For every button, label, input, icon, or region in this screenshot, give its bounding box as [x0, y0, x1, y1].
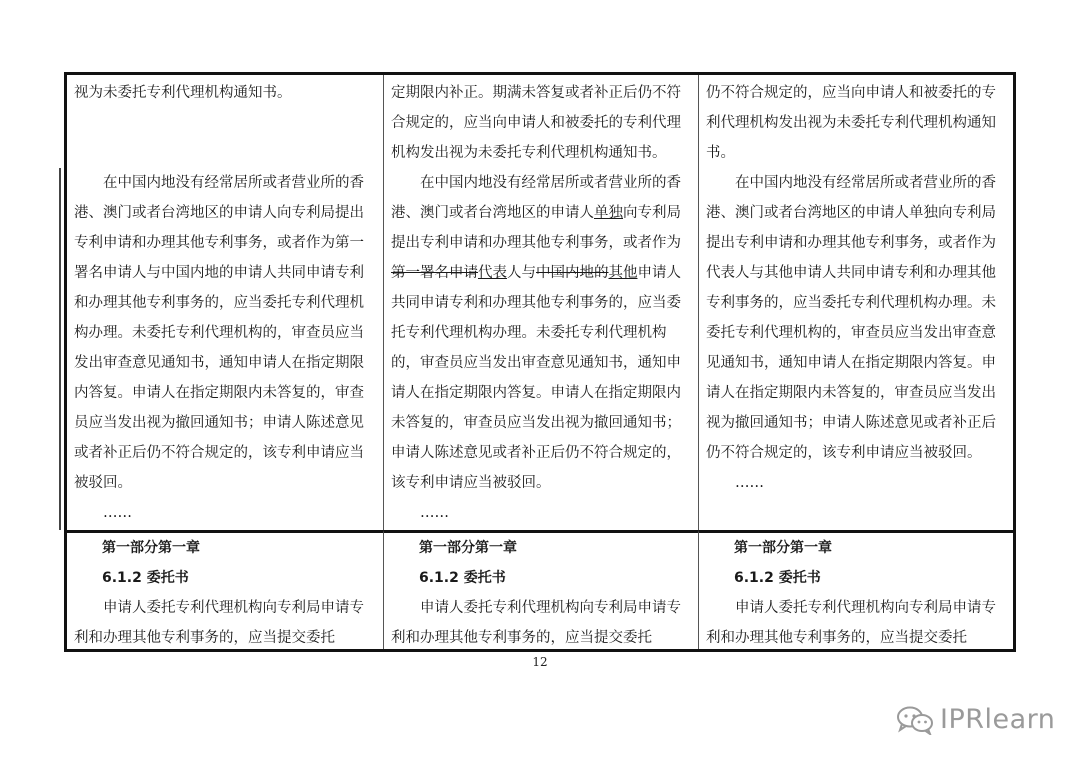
comparison-table [64, 72, 1016, 652]
seg-normal-1: 在中国内地没有经常居所或者营业所的香港、澳门或者台湾地区的申请人 [391, 175, 681, 221]
original-section-heading: 6.1.2 委托书 [102, 570, 189, 586]
seg-inserted-2: 代表 [478, 265, 507, 281]
revised-main-text: 在中国内地没有经常居所或者营业所的香港、澳门或者台湾地区的申请人单独向专利局提出专利申请和办理其他专利事务，或者作为代表人与其他申请人共同申请专利和办理其他专利事务的，应当委托专利代理机构办理。未委托专利代理机构的，审查员应当发出审查意见通知书，通知申请人在指定期限内答复。申请人在指定期限内未答复的，审查员应当发出视为撤回通知书；申请人陈述意见或者补正后仍不符合规定的，该专利申请应当被驳回。 [706, 175, 996, 461]
markup-section-heading: 6.1.2 委托书 [419, 570, 506, 586]
cell-original-lower [67, 530, 383, 649]
revised-bottom-text: 申请人委托专利代理机构向专利局申请专利和办理其他专利事务的，应当提交委托 [706, 600, 996, 646]
markup-bottom-text: 申请人委托专利代理机构向专利局申请专利和办理其他专利事务的，应当提交委托 [391, 600, 681, 646]
markup-top-text: 定期限内补正。期满未答复或者补正后仍不符合规定的，应当向申请人和被委托的专利代理机构发出视为未委托专利代理机构通知书。 [391, 85, 681, 161]
original-chapter-heading: 第一部分第一章 [102, 540, 200, 556]
original-bottom-text: 申请人委托专利代理机构向专利局申请专利和办理其他专利事务的，应当提交委托 [74, 600, 364, 646]
cell-markup-upper [383, 75, 699, 530]
cell-revised-upper [699, 75, 1013, 530]
wechat-icon [896, 705, 934, 735]
revised-section-heading: 6.1.2 委托书 [734, 570, 821, 586]
revision-margin-bar [59, 168, 61, 530]
page-number: 12 [532, 655, 548, 669]
cell-markup-lower [383, 530, 699, 649]
markup-chapter-heading: 第一部分第一章 [419, 540, 517, 556]
cell-revised-lower [699, 530, 1013, 649]
revised-chapter-heading: 第一部分第一章 [734, 540, 832, 556]
cell-original-upper [67, 75, 383, 530]
watermark-text: IPRlearn [940, 704, 1056, 735]
seg-normal-2: 向专利局提出专利申请和办理其他专利事务，或者作为 [391, 205, 681, 251]
seg-normal-4: 申请人共同申请专利和办理其他专利事务的，应当委托专利代理机构办理。未委托专利代理机构的，审查员应当发出审查意见通知书，通知申请人在指定期限内答复。申请人在指定期限内未答复的，审查员应当发出视为撤回通知书；申请人陈述意见或者补正后仍不符合规定的，该专利申请应当被驳回。 [391, 265, 681, 491]
original-main-text: 在中国内地没有经常居所或者营业所的香港、澳门或者台湾地区的申请人向专利局提出专利申请和办理其他专利事务，或者作为第一署名申请人与中国内地的申请人共同申请专利和办理其他专利事务的，应当委托专利代理机构办理。未委托专利代理机构的，审查员应当发出审查意见通知书，通知申请人在指定期限内答复。申请人在指定期限内未答复的，审查员应当发出视为撤回通知书；申请人陈述意见或者补正后仍不符合规定的，该专利申请应当被驳回。 [74, 175, 364, 491]
original-top-text: 视为未委托专利代理机构通知书。 [74, 85, 292, 101]
seg-deleted-2: 中国内地的 [536, 265, 609, 281]
watermark [896, 704, 1055, 735]
markup-ellipsis: …… [420, 505, 449, 521]
seg-normal-3: 人与 [507, 265, 536, 281]
revised-ellipsis: …… [735, 475, 764, 491]
seg-deleted-1: 第一署名申请 [391, 265, 478, 281]
revised-top-text: 仍不符合规定的，应当向申请人和被委托的专利代理机构发出视为未委托专利代理机构通知书。 [706, 85, 996, 161]
seg-inserted-3: 其他 [608, 265, 638, 281]
seg-inserted-1: 单独 [594, 205, 623, 221]
markup-main-text [391, 168, 692, 498]
original-ellipsis: …… [103, 505, 132, 521]
